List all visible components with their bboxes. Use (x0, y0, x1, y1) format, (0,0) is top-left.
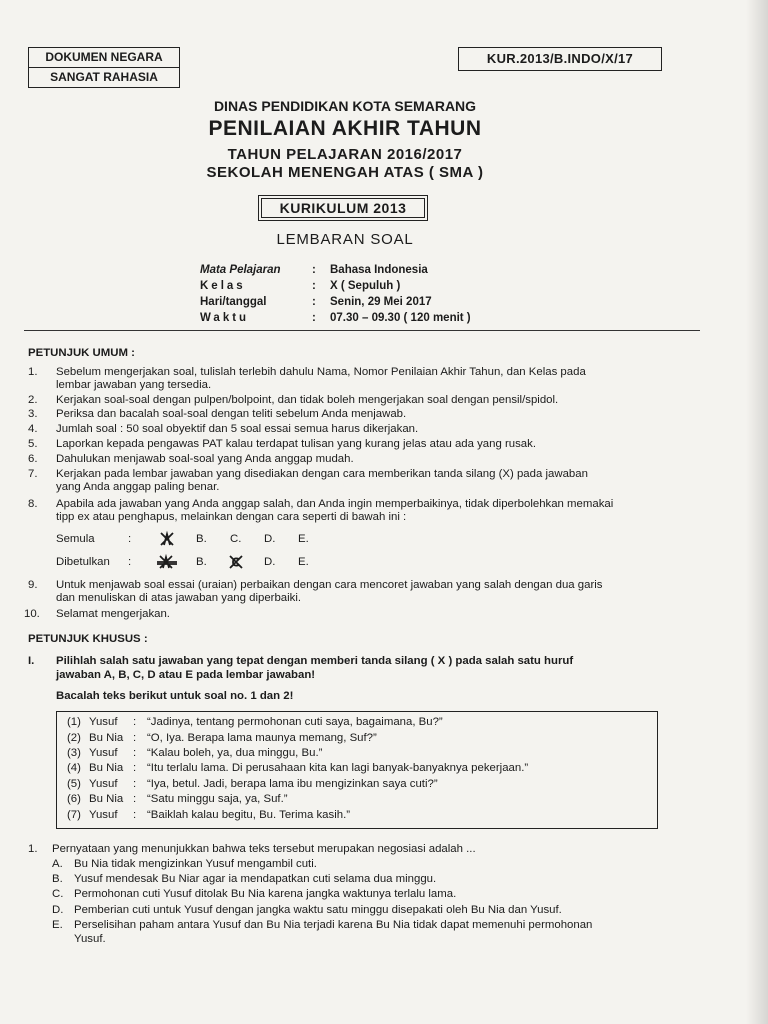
info-colon: : (312, 280, 316, 292)
info-label: Mata Pelajaran (200, 264, 281, 276)
dialog-line (67, 731, 377, 746)
instruction-number: 1. (28, 366, 38, 378)
option-text: Bu Nia tidak mengizinkan Yusuf mengambil cuti. (74, 858, 317, 870)
dialog-line (67, 746, 322, 761)
dialog-speaker: Bu Nia (89, 732, 124, 744)
info-label: Hari/tanggal (200, 296, 267, 308)
exam-code-box: KUR.2013/B.INDO/X/17 (458, 47, 662, 71)
info-row-date (200, 294, 471, 310)
dialog-number: (3) (67, 747, 81, 759)
dialog-colon: : (133, 762, 137, 774)
instruction-text: lembar jawaban yang tersedia. (56, 379, 212, 391)
question-stem: Pernyataan yang menunjukkan bahwa teks tersebut merupakan negosiasi adalah ... (52, 843, 476, 855)
instruction-text: yang Anda anggap paling benar. (56, 481, 220, 493)
instruction-number: 6. (28, 453, 38, 465)
dibetulkan-opt-e: E. (298, 556, 309, 568)
info-value: X ( Sepuluh ) (330, 280, 401, 292)
semula-opt-b: B. (196, 533, 207, 545)
option-letter: A. (52, 858, 63, 870)
section-roman-numeral: I. (28, 655, 35, 667)
option-letter: D. (52, 904, 64, 916)
instruction-text: Kerjakan soal-soal dengan pulpen/bolpoint, dan tidak boleh mengerjakan soal dengan pensil/spidol. (56, 394, 559, 406)
dibetulkan-label: Dibetulkan (56, 556, 110, 568)
info-row-subject (200, 262, 471, 278)
option-letter: B. (52, 873, 63, 885)
dialog-number: (1) (67, 716, 81, 728)
crossed-answer-a-icon (158, 530, 176, 548)
dialog-speaker: Yusuf (89, 809, 118, 821)
special-instructions-heading: PETUNJUK KHUSUS : (28, 633, 148, 645)
info-colon: : (312, 264, 316, 276)
semula-colon: : (128, 533, 132, 545)
doc-label-rahasia: SANGAT RAHASIA (29, 67, 179, 87)
cancelled-answer-a-icon (156, 553, 178, 571)
sheet-title: LEMBARAN SOAL (276, 231, 414, 248)
info-row-class (200, 278, 471, 294)
dialog-box (56, 711, 658, 829)
instruction-text: Dahulukan menjawab soal-soal yang Anda anggap mudah. (56, 453, 354, 465)
instruction-text: Jumlah soal : 50 soal obyektif dan 5 soal essai semua harus dikerjakan. (56, 423, 419, 435)
info-value: Bahasa Indonesia (330, 264, 428, 276)
doc-label-negara: DOKUMEN NEGARA (45, 50, 163, 64)
instruction-number: 2. (28, 394, 38, 406)
info-value: Senin, 29 Mei 2017 (330, 296, 432, 308)
instruction-number: 8. (28, 498, 38, 510)
dibetulkan-colon: : (128, 556, 132, 568)
dialog-line (67, 777, 438, 792)
read-text-instruction: Bacalah teks berikut untuk soal no. 1 dan 2! (56, 690, 294, 702)
semula-opt-e: E. (298, 533, 309, 545)
semula-label: Semula (56, 533, 95, 545)
dialog-text: “Baiklah kalau begitu, Bu. Terima kasih.” (147, 809, 351, 821)
dialog-colon: : (133, 793, 137, 805)
agency-name: DINAS PENDIDIKAN KOTA SEMARANG (213, 98, 477, 114)
curriculum-box (258, 195, 428, 221)
instruction-number: 3. (28, 408, 38, 420)
info-value: 07.30 – 09.30 ( 120 menit ) (330, 312, 471, 324)
curriculum-label: KURIKULUM 2013 (261, 198, 425, 218)
info-label: Waktu (200, 312, 250, 324)
instruction-text: tipp ex atau penghapus, melainkan dengan cara seperti di bawah ini : (56, 511, 407, 523)
document-classification-box (28, 47, 180, 88)
instruction-text: Untuk menjawab soal essai (uraian) perbaikan dengan cara mencoret jawaban yang salah dengan dua garis (56, 579, 603, 591)
dialog-text: “Satu minggu saja, ya, Suf.” (147, 793, 288, 805)
dialog-number: (4) (67, 762, 81, 774)
semula-opt-c: C. (230, 533, 242, 545)
option-letter: E. (52, 919, 63, 931)
option-text: Pemberian cuti untuk Yusuf dengan jangka waktu satu minggu disepakati oleh Bu Nia dan Yusuf. (74, 904, 562, 916)
exam-title: PENILAIAN AKHIR TAHUN (208, 117, 482, 140)
scan-edge-shadow (746, 0, 768, 1024)
exam-info (200, 262, 471, 326)
dialog-line (67, 792, 288, 807)
dialog-line (67, 715, 443, 730)
dialog-line (67, 808, 350, 823)
special-instruction-line: Pilihlah salah satu jawaban yang tepat dengan memberi tanda silang ( X ) pada salah satu huruf (56, 655, 574, 667)
option-text: Permohonan cuti Yusuf ditolak Bu Nia karena jangka waktunya terlalu lama. (74, 888, 457, 900)
dialog-line (67, 761, 528, 776)
info-colon: : (312, 296, 316, 308)
dialog-colon: : (133, 809, 137, 821)
instruction-number: 9. (28, 579, 38, 591)
instruction-text: Kerjakan pada lembar jawaban yang disediakan dengan cara memberikan tanda silang (X) pada jawaban (56, 468, 588, 480)
instruction-number: 5. (28, 438, 38, 450)
dialog-number: (6) (67, 793, 81, 805)
dialog-speaker: Bu Nia (89, 762, 124, 774)
dialog-colon: : (133, 732, 137, 744)
dialog-speaker: Yusuf (89, 716, 118, 728)
dialog-speaker: Yusuf (89, 778, 118, 790)
dialog-colon: : (133, 747, 137, 759)
info-colon: : (312, 312, 316, 324)
instruction-number: 7. (28, 468, 38, 480)
dialog-text: “Itu terlalu lama. Di perusahaan kita kan lagi banyak-banyaknya pekerjaan.” (147, 762, 529, 774)
dialog-text: “Jadinya, tentang permohonan cuti saya, bagaimana, Bu?” (147, 716, 443, 728)
instruction-number: 10. (24, 608, 40, 620)
header-divider (24, 330, 700, 331)
dialog-number: (2) (67, 732, 81, 744)
dialog-text: “Iya, betul. Jadi, berapa lama ibu mengizinkan saya cuti?” (147, 778, 438, 790)
option-text: Perselisihan paham antara Yusuf dan Bu Nia terjadi karena Bu Nia tidak dapat memenuhi permohonan (74, 919, 593, 931)
instruction-text: dan menuliskan di atas jawaban yang diperbaiki. (56, 592, 302, 604)
school-level: SEKOLAH MENENGAH ATAS ( SMA ) (206, 164, 484, 181)
dialog-number: (7) (67, 809, 81, 821)
instruction-text: Periksa dan bacalah soal-soal dengan teliti sebelum Anda menjawab. (56, 408, 407, 420)
info-row-time (200, 310, 471, 326)
option-text: Yusuf. (74, 933, 106, 945)
option-letter: C. (52, 888, 64, 900)
dialog-speaker: Yusuf (89, 747, 118, 759)
instruction-number: 4. (28, 423, 38, 435)
instruction-text: Sebelum mengerjakan soal, tulislah terlebih dahulu Nama, Nomor Penilaian Akhir Tahun, dan Kelas pada (56, 366, 586, 378)
dibetulkan-opt-d: D. (264, 556, 276, 568)
instruction-text: Apabila ada jawaban yang Anda anggap salah, dan Anda ingin memperbaikinya, tidak diperbolehkan memakai (56, 498, 614, 510)
option-text: Yusuf mendesak Bu Niar agar ia mendapatkan cuti selama dua minggu. (74, 873, 437, 885)
semula-opt-d: D. (264, 533, 276, 545)
dibetulkan-opt-b: B. (196, 556, 207, 568)
dialog-speaker: Bu Nia (89, 793, 124, 805)
dialog-colon: : (133, 778, 137, 790)
general-instructions-heading: PETUNJUK UMUM : (28, 347, 135, 359)
school-year: TAHUN PELAJARAN 2016/2017 (227, 146, 463, 163)
dialog-number: (5) (67, 778, 81, 790)
instruction-text: Selamat mengerjakan. (56, 608, 170, 620)
special-instruction-line: jawaban A, B, C, D atau E pada lembar jawaban! (56, 669, 316, 681)
question-number: 1. (28, 843, 38, 855)
info-label: Kelas (200, 280, 246, 292)
dialog-text: “Kalau boleh, ya, dua minggu, Bu.” (147, 747, 323, 759)
crossed-answer-c-icon (227, 553, 245, 571)
dialog-text: “O, Iya. Berapa lama maunya memang, Suf?” (147, 732, 377, 744)
instruction-text: Laporkan kepada pengawas PAT kalau terdapat tulisan yang kurang jelas atau ada yang rusak. (56, 438, 536, 450)
dialog-colon: : (133, 716, 137, 728)
